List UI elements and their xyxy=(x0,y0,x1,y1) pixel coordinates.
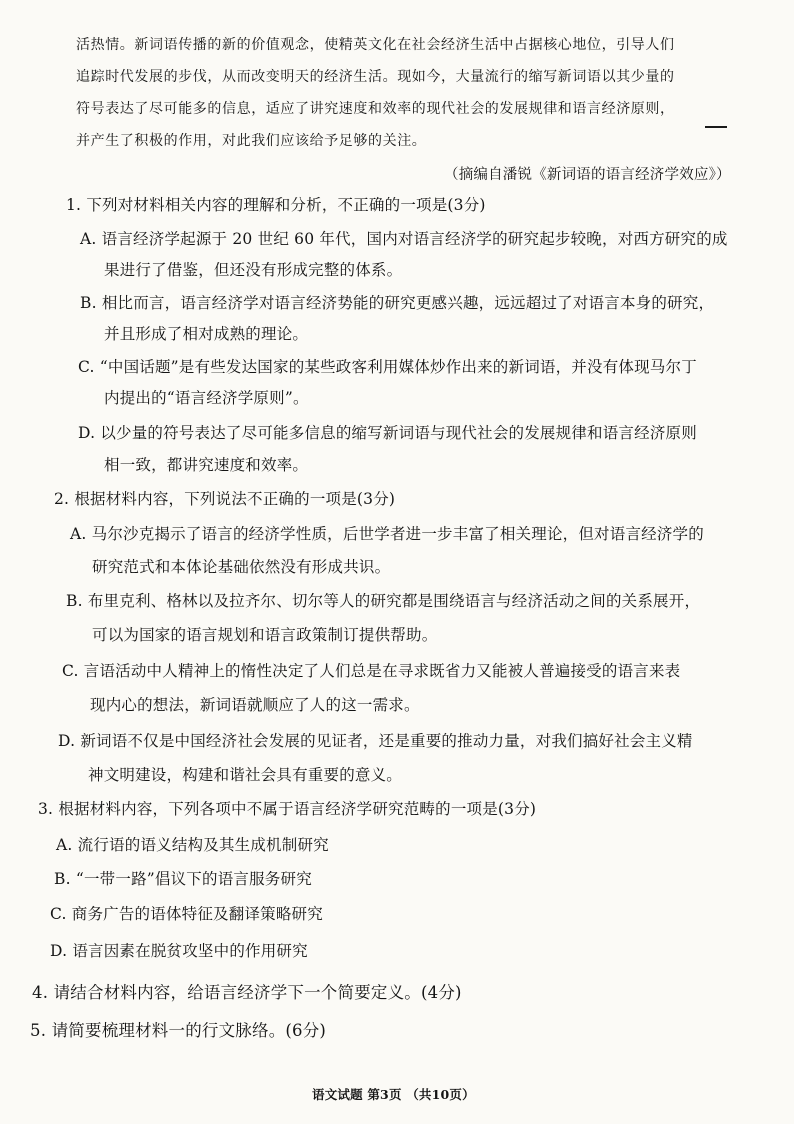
q3-option-a: A. 流行语的语义结构及其生成机制研究 xyxy=(56,836,329,854)
intro-line-4: 并产生了积极的作用，对此我们应该给予足够的关注。 xyxy=(76,133,427,149)
q1-option-d-line1: D. 以少量的符号表达了尽可能多信息的缩写新词语与现代社会的发展规律和语言经济原则 xyxy=(78,424,697,442)
source-citation: （摘编自潘锐《新词语的语言经济学效应》） xyxy=(444,167,731,183)
page-footer: 语文试题 第3页 （共10页） xyxy=(312,1087,475,1102)
q1-option-b-line1: B. 相比而言，语言经济学对语言经济势能的研究更感兴趣，远远超过了对语言本身的研究， xyxy=(80,294,715,312)
q2-option-b-line2: 可以为国家的语言规划和语言政策制订提供帮助。 xyxy=(92,626,438,644)
q1-option-c-line1: C. “中国话题”是有些发达国家的某些政客利用媒体炒作出来的新词语，并没有体现马尔丁 xyxy=(78,358,697,376)
intro-line-2: 追踪时代发展的步伐，从而改变明天的经济生活。现如今，大量流行的缩写新词语以其少量的 xyxy=(76,69,675,85)
q3-option-b: B. “一带一路”倡议下的语言服务研究 xyxy=(54,870,312,888)
q4-stem: 4. 请结合材料内容，给语言经济学下一个简要定义。(4分) xyxy=(32,983,462,1002)
q1-option-c-line2: 内提出的“语言经济学原则”。 xyxy=(104,389,309,407)
pen-mark xyxy=(705,126,727,128)
q1-option-a-line2: 果进行了借鉴，但还没有形成完整的体系。 xyxy=(104,261,403,279)
q2-option-d-line1: D. 新词语不仅是中国经济社会发展的见证者，还是重要的推动力量，对我们搞好社会主义精 xyxy=(58,732,693,750)
q2-option-b-line1: B. 布里克利、格林以及拉齐尔、切尔等人的研究都是围绕语言与经济活动之间的关系展开， xyxy=(66,592,701,610)
q1-option-b-line2: 并且形成了相对成熟的理论。 xyxy=(104,325,309,343)
q2-option-d-line2: 神文明建设，构建和谐社会具有重要的意义。 xyxy=(88,766,403,784)
q1-stem: 1. 下列对材料相关内容的理解和分析，不正确的一项是(3分) xyxy=(66,196,486,214)
q1-option-a-line1: A. 语言经济学起源于 20 世纪 60 年代，国内对语言经济学的研究起步较晚，对西方研究的成 xyxy=(80,230,728,248)
intro-line-3: 符号表达了尽可能多的信息，适应了讲究速度和效率的现代社会的发展规律和语言经济原则， xyxy=(76,101,675,117)
intro-line-1: 活热情。新词语传播的新的价值观念，使精英文化在社会经济生活中占据核心地位，引导人们 xyxy=(76,37,675,53)
q1-option-d-line2: 相一致，都讲究速度和效率。 xyxy=(104,456,309,474)
q3-option-c: C. 商务广告的语体特征及翻译策略研究 xyxy=(50,905,323,923)
q2-stem: 2. 根据材料内容，下列说法不正确的一项是(3分) xyxy=(54,490,396,508)
q3-stem: 3. 根据材料内容，下列各项中不属于语言经济学研究范畴的一项是(3分) xyxy=(38,800,537,818)
q2-option-c-line1: C. 言语活动中人精神上的惰性决定了人们总是在寻求既省力又能被人普遍接受的语言来表 xyxy=(62,662,681,680)
q2-option-c-line2: 现内心的想法，新词语就顺应了人的这一需求。 xyxy=(90,696,420,714)
q2-option-a-line1: A. 马尔沙克揭示了语言的经济学性质，后世学者进一步丰富了相关理论，但对语言经济学的 xyxy=(70,525,704,543)
q2-option-a-line2: 研究范式和本体论基础依然没有形成共识。 xyxy=(92,558,391,576)
q3-option-d: D. 语言因素在脱贫攻坚中的作用研究 xyxy=(50,942,308,960)
q5-stem: 5. 请简要梳理材料一的行文脉络。(6分) xyxy=(30,1021,327,1040)
